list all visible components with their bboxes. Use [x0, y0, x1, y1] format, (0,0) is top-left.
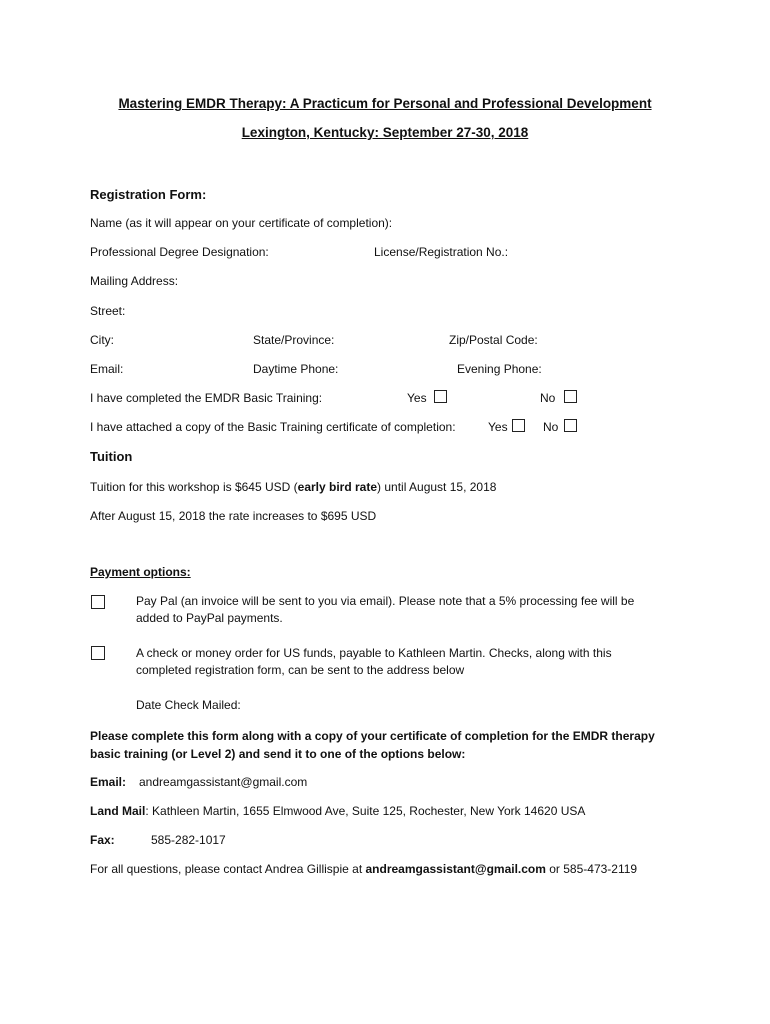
registration-heading: Registration Form: [90, 187, 207, 202]
certificate-attached-no-label: No [543, 420, 559, 434]
evening-phone-label: Evening Phone: [457, 362, 542, 376]
license-label: License/Registration No.: [374, 245, 509, 259]
early-bird-rate: early bird rate [297, 480, 378, 494]
certificate-attached-yes-checkbox[interactable] [512, 419, 525, 432]
fax-label: Fax: [90, 833, 115, 847]
state-label: State/Province: [253, 333, 335, 347]
degree-label: Professional Degree Designation: [90, 245, 269, 259]
page-title: Mastering EMDR Therapy: A Practicum for Personal and Professional Development [118, 96, 652, 111]
paypal-option-text: Pay Pal (an invoice will be sent to you via email). Please note that a 5% processing fee will be added to PayPal payments. [136, 594, 635, 625]
page-subtitle: Lexington, Kentucky: September 27-30, 2018 [241, 125, 529, 140]
name-label: Name (as it will appear on your certificate of completion): [90, 216, 393, 230]
certificate-attached-yes-label: Yes [488, 420, 508, 434]
tuition-text-pre: Tuition for this workshop is $645 USD ( [90, 480, 298, 494]
basic-training-yes-checkbox[interactable] [434, 390, 447, 403]
contact-email-label: Email: [90, 775, 127, 789]
street-label: Street: [90, 304, 126, 318]
fax-value: 585-282-1017 [151, 833, 226, 847]
check-checkbox[interactable] [91, 646, 105, 660]
tuition-text-post: ) until August 15, 2018 [377, 480, 497, 494]
tuition-line-2: After August 15, 2018 the rate increases to $695 USD [90, 509, 377, 523]
questions-text-post: or 585-473-2119 [545, 862, 638, 876]
basic-training-no-checkbox[interactable] [564, 390, 577, 403]
city-label: City: [90, 333, 114, 347]
questions-text-pre: For all questions, please contact Andrea Gillispie at [90, 862, 366, 876]
land-mail-line [90, 804, 585, 818]
questions-contact-line [90, 862, 637, 876]
paypal-checkbox[interactable] [91, 595, 105, 609]
tuition-heading: Tuition [90, 449, 133, 464]
questions-contact-email: andreamgassistant@gmail.com [365, 862, 546, 876]
certificate-attached-label: I have attached a copy of the Basic Training certificate of completion: [90, 420, 456, 434]
submission-instructions: Please complete this form along with a copy of your certificate of completion for the EMDR therapy basic training (or Level 2) and send it to one of the options below: [90, 729, 655, 761]
daytime-phone-label: Daytime Phone: [253, 362, 339, 376]
email-label: Email: [90, 362, 124, 376]
date-check-mailed-label: Date Check Mailed: [136, 698, 241, 712]
mailing-address-label: Mailing Address: [90, 274, 179, 288]
certificate-attached-no-checkbox[interactable] [564, 419, 577, 432]
land-mail-label: Land Mail [90, 804, 146, 818]
tuition-line-1 [90, 480, 496, 494]
land-mail-address: : Kathleen Martin, 1655 Elmwood Ave, Suite 125, Rochester, New York 14620 USA [145, 804, 586, 818]
basic-training-yes-label: Yes [407, 391, 427, 405]
basic-training-no-label: No [540, 391, 556, 405]
basic-training-label: I have completed the EMDR Basic Training: [90, 391, 323, 405]
check-option-text: A check or money order for US funds, payable to Kathleen Martin. Checks, along with this completed registration form, can be sent to the address below [136, 646, 612, 677]
contact-email-value: andreamgassistant@gmail.com [139, 775, 308, 789]
zip-label: Zip/Postal Code: [449, 333, 538, 347]
payment-heading: Payment options: [90, 565, 191, 579]
